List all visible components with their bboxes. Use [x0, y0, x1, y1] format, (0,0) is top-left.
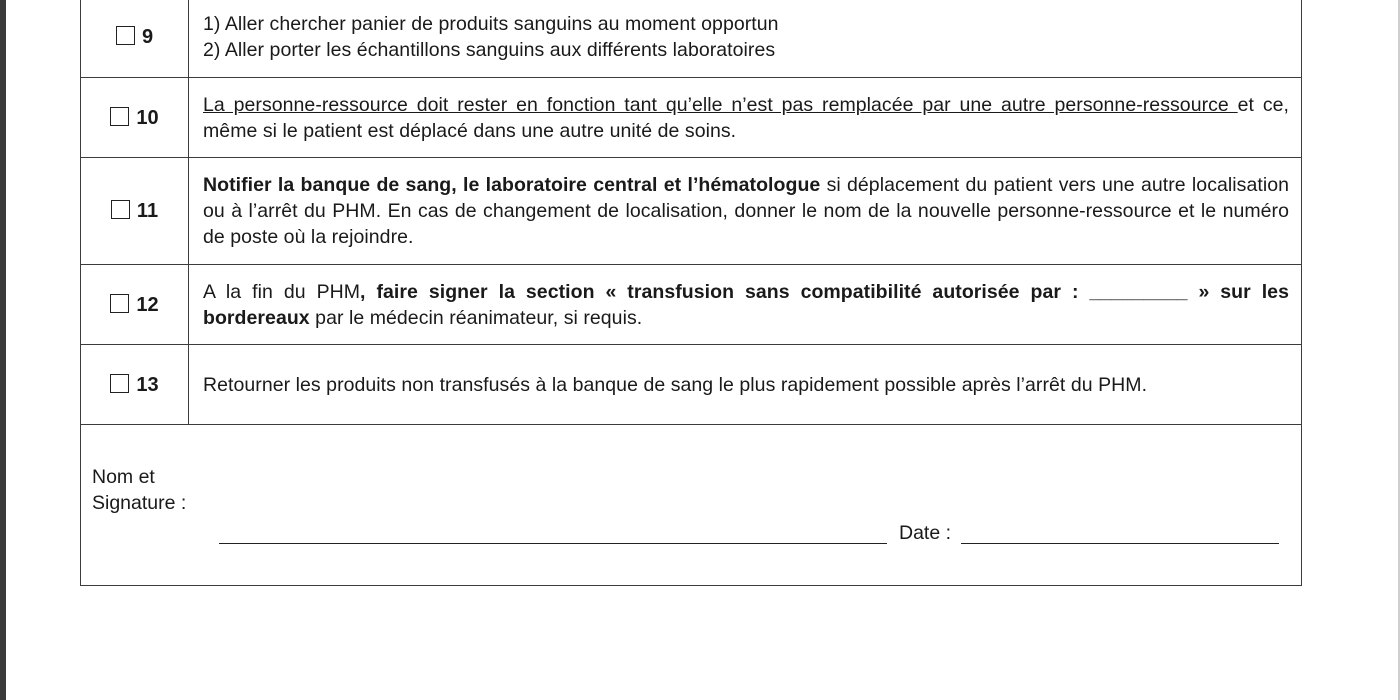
step-number: 11	[136, 200, 159, 222]
signature-label-line: Signature :	[92, 492, 187, 514]
signature-area	[81, 425, 1301, 585]
step-number-cell	[81, 158, 189, 265]
step-text	[189, 265, 1302, 345]
step-text	[189, 0, 1302, 78]
signature-cell	[81, 425, 1302, 586]
step-number: 12	[136, 293, 159, 316]
checkbox[interactable]	[110, 107, 129, 126]
step-text	[189, 78, 1302, 158]
step-text-body: Retourner les produits non transfusés à la banque de sang le plus rapidement possible après l’arrêt du PHM.	[203, 373, 1148, 396]
signature-label	[92, 464, 186, 516]
step-text-rest: si déplacement du patient vers une autre localisation ou à l’arrêt du PHM. En cas de changement de localisation, donner le nom de la nouvelle personne-ressource et le numéro de poste où la rejoindre.	[203, 174, 1289, 248]
bold-text: , faire signer la section « transfusion sans compatibilité autorisée par : _________ » sur les bordereaux	[203, 280, 1289, 329]
step-number-cell	[81, 345, 189, 425]
checklist-table	[80, 0, 1302, 586]
step-row-9	[81, 0, 1302, 78]
underlined-text: La personne-ressource doit rester en fonction tant qu’elle n’est pas remplacée par une autre personne-ressource	[203, 93, 1238, 116]
step-line: 2) Aller porter les échantillons sanguins aux différents laboratoires	[203, 39, 776, 61]
bold-text: Notifier la banque de sang, le laboratoire central et l’hématologue	[203, 174, 821, 196]
date-line[interactable]	[961, 543, 1279, 544]
step-number: 9	[141, 26, 154, 48]
step-text-rest: par le médecin réanimateur, si requis.	[309, 306, 643, 329]
step-row-10	[81, 78, 1302, 158]
step-number-cell	[81, 78, 189, 158]
checkbox[interactable]	[110, 294, 129, 313]
step-number: 13	[136, 373, 159, 396]
checkbox[interactable]	[116, 26, 135, 45]
step-text-lead: A la fin du PHM	[203, 280, 361, 303]
signature-line[interactable]	[219, 543, 887, 544]
step-number-cell	[81, 265, 189, 345]
step-row-11	[81, 158, 1302, 265]
date-label: Date :	[899, 522, 952, 544]
step-text-rest: et ce, même si le patient est déplacé dans une autre unité de soins.	[203, 93, 1289, 142]
step-number: 10	[136, 106, 159, 129]
signature-row	[81, 425, 1302, 586]
step-number-cell	[81, 0, 189, 78]
window-left-edge	[0, 0, 6, 700]
checkbox[interactable]	[111, 200, 130, 219]
step-row-13	[81, 345, 1302, 425]
step-text	[189, 345, 1302, 425]
step-row-12	[81, 265, 1302, 345]
checkbox[interactable]	[110, 374, 129, 393]
step-text	[189, 158, 1302, 265]
step-line: 1) Aller chercher panier de produits sanguins au moment opportun	[203, 13, 779, 35]
signature-label-line: Nom et	[92, 466, 155, 488]
